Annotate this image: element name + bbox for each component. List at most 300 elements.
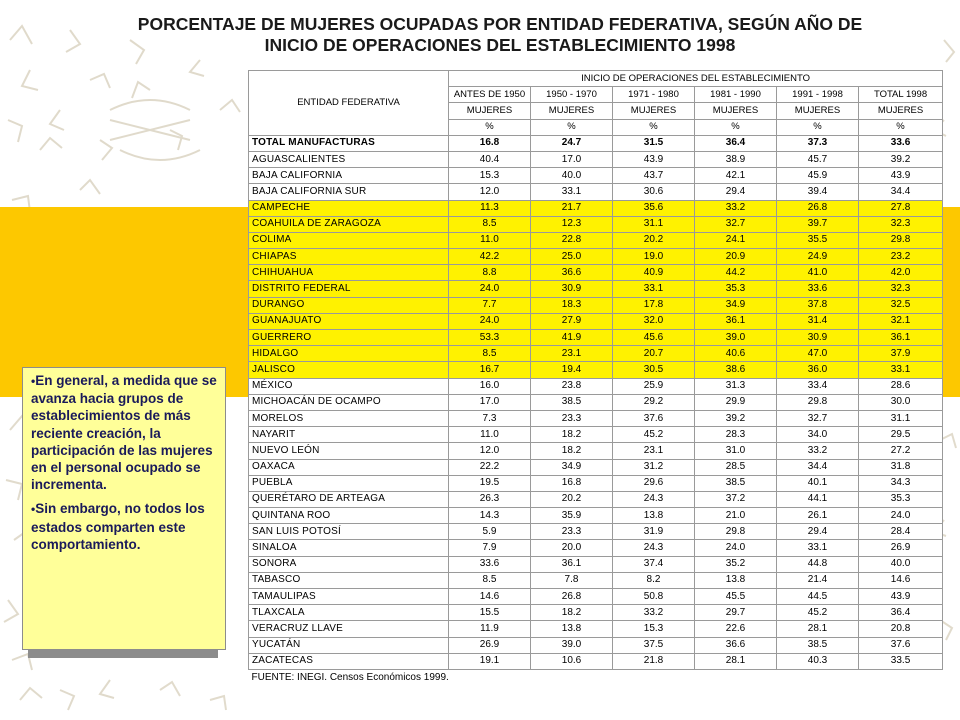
value-cell: 40.1 — [777, 475, 859, 491]
value-cell: 11.0 — [449, 427, 531, 443]
period-header: 1991 - 1998 — [777, 87, 859, 103]
value-cell: 44.5 — [777, 589, 859, 605]
state-cell: ZACATECAS — [249, 653, 449, 669]
state-cell: TABASCO — [249, 572, 449, 588]
value-cell: 42.0 — [859, 265, 943, 281]
value-cell: 33.6 — [859, 135, 943, 151]
value-cell: 47.0 — [777, 346, 859, 362]
value-cell: 8.5 — [449, 216, 531, 232]
value-cell: 32.7 — [777, 410, 859, 426]
note-text: Sin embargo, no todos los estados comparten este comportamiento. — [31, 501, 205, 552]
value-cell: 43.9 — [859, 168, 943, 184]
state-cell: SAN LUIS POTOSÍ — [249, 524, 449, 540]
state-cell: GUERRERO — [249, 330, 449, 346]
value-cell: 33.2 — [613, 605, 695, 621]
table-row — [249, 232, 943, 248]
value-cell: 22.8 — [531, 232, 613, 248]
period-header: 1971 - 1980 — [613, 87, 695, 103]
value-cell: 36.1 — [859, 330, 943, 346]
table-row — [249, 475, 943, 491]
state-cell: PUEBLA — [249, 475, 449, 491]
table-row — [249, 330, 943, 346]
page-title — [60, 14, 940, 56]
value-cell: 38.6 — [695, 362, 777, 378]
value-cell: 26.9 — [449, 637, 531, 653]
value-cell: 41.9 — [531, 330, 613, 346]
value-cell: 19.1 — [449, 653, 531, 669]
value-cell: 41.0 — [777, 265, 859, 281]
value-cell: 5.9 — [449, 524, 531, 540]
unit-header: % — [449, 119, 531, 135]
value-cell: 29.8 — [777, 394, 859, 410]
period-header: 1981 - 1990 — [695, 87, 777, 103]
value-cell: 32.7 — [695, 216, 777, 232]
value-cell: 26.8 — [531, 589, 613, 605]
value-cell: 11.3 — [449, 200, 531, 216]
value-cell: 37.4 — [613, 556, 695, 572]
value-cell: 35.5 — [777, 232, 859, 248]
value-cell: 33.6 — [777, 281, 859, 297]
value-cell: 37.9 — [859, 346, 943, 362]
value-cell: 45.2 — [613, 427, 695, 443]
value-cell: 30.5 — [613, 362, 695, 378]
note-box — [22, 367, 226, 650]
value-cell: 18.2 — [531, 443, 613, 459]
value-cell: 37.2 — [695, 491, 777, 507]
value-cell: 23.8 — [531, 378, 613, 394]
value-cell: 37.6 — [859, 637, 943, 653]
state-cell: MORELOS — [249, 410, 449, 426]
value-cell: 23.2 — [859, 249, 943, 265]
state-cell: JALISCO — [249, 362, 449, 378]
value-cell: 25.0 — [531, 249, 613, 265]
value-cell: 35.9 — [531, 508, 613, 524]
table-row — [249, 362, 943, 378]
state-cell: SINALOA — [249, 540, 449, 556]
sub-header: MUJERES — [613, 103, 695, 119]
value-cell: 28.4 — [859, 524, 943, 540]
bullet-dot-icon: • — [31, 374, 36, 388]
title-line-2: INICIO DE OPERACIONES DEL ESTABLECIMIENTO 1998 — [264, 35, 736, 55]
value-cell: 28.6 — [859, 378, 943, 394]
value-cell: 45.9 — [777, 168, 859, 184]
unit-header: % — [859, 119, 943, 135]
value-cell: 21.4 — [777, 572, 859, 588]
value-cell: 11.0 — [449, 232, 531, 248]
value-cell: 53.3 — [449, 330, 531, 346]
value-cell: 37.8 — [777, 297, 859, 313]
state-cell: QUINTANA ROO — [249, 508, 449, 524]
sub-header: MUJERES — [859, 103, 943, 119]
state-cell: COAHUILA DE ZARAGOZA — [249, 216, 449, 232]
value-cell: 32.0 — [613, 313, 695, 329]
value-cell: 33.1 — [613, 281, 695, 297]
state-cell: MÉXICO — [249, 378, 449, 394]
value-cell: 18.3 — [531, 297, 613, 313]
value-cell: 17.8 — [613, 297, 695, 313]
value-cell: 36.4 — [695, 135, 777, 151]
value-cell: 35.6 — [613, 200, 695, 216]
state-cell: GUANAJUATO — [249, 313, 449, 329]
value-cell: 26.9 — [859, 540, 943, 556]
value-cell: 40.3 — [777, 653, 859, 669]
value-cell: 13.8 — [531, 621, 613, 637]
value-cell: 19.5 — [449, 475, 531, 491]
table-row — [249, 216, 943, 232]
value-cell: 39.2 — [695, 410, 777, 426]
table-row — [249, 297, 943, 313]
bullet-dot-icon: • — [31, 502, 36, 517]
state-cell: CAMPECHE — [249, 200, 449, 216]
value-cell: 26.1 — [777, 508, 859, 524]
value-cell: 24.9 — [777, 249, 859, 265]
value-cell: 38.5 — [531, 394, 613, 410]
value-cell: 40.9 — [613, 265, 695, 281]
value-cell: 31.9 — [613, 524, 695, 540]
value-cell: 20.8 — [859, 621, 943, 637]
table-row — [249, 168, 943, 184]
state-cell: SONORA — [249, 556, 449, 572]
value-cell: 39.4 — [777, 184, 859, 200]
table-row — [249, 265, 943, 281]
value-cell: 16.7 — [449, 362, 531, 378]
value-cell: 42.2 — [449, 249, 531, 265]
value-cell: 42.1 — [695, 168, 777, 184]
value-cell: 30.6 — [613, 184, 695, 200]
table-row — [249, 443, 943, 459]
value-cell: 29.2 — [613, 394, 695, 410]
value-cell: 10.6 — [531, 653, 613, 669]
value-cell: 43.9 — [613, 151, 695, 167]
state-cell: AGUASCALIENTES — [249, 151, 449, 167]
value-cell: 32.3 — [859, 216, 943, 232]
value-cell: 45.2 — [777, 605, 859, 621]
table-body — [249, 135, 943, 685]
state-cell: VERACRUZ LLAVE — [249, 621, 449, 637]
value-cell: 8.2 — [613, 572, 695, 588]
value-cell: 33.1 — [777, 540, 859, 556]
value-cell: 17.0 — [449, 394, 531, 410]
value-cell: 31.0 — [695, 443, 777, 459]
value-cell: 12.0 — [449, 443, 531, 459]
value-cell: 28.3 — [695, 427, 777, 443]
value-cell: 45.5 — [695, 589, 777, 605]
state-cell: MICHOACÁN DE OCAMPO — [249, 394, 449, 410]
value-cell: 43.9 — [859, 589, 943, 605]
value-cell: 40.6 — [695, 346, 777, 362]
header-row-group — [249, 71, 943, 87]
value-cell: 27.9 — [531, 313, 613, 329]
value-cell: 34.0 — [777, 427, 859, 443]
source-note: FUENTE: INEGI. Censos Económicos 1999. — [251, 671, 449, 683]
value-cell: 14.6 — [449, 589, 531, 605]
note-list — [31, 372, 219, 553]
value-cell: 21.0 — [695, 508, 777, 524]
value-cell: 24.3 — [613, 491, 695, 507]
value-cell: 12.0 — [449, 184, 531, 200]
value-cell: 29.8 — [695, 524, 777, 540]
value-cell: 35.3 — [695, 281, 777, 297]
value-cell: 20.0 — [531, 540, 613, 556]
table-row — [249, 200, 943, 216]
value-cell: 24.0 — [859, 508, 943, 524]
table-row — [249, 281, 943, 297]
table-row — [249, 508, 943, 524]
data-table — [248, 70, 943, 685]
value-cell: 36.4 — [859, 605, 943, 621]
value-cell: 38.5 — [695, 475, 777, 491]
value-cell: 30.9 — [777, 330, 859, 346]
value-cell: 34.4 — [777, 459, 859, 475]
value-cell: 20.7 — [613, 346, 695, 362]
state-cell: CHIAPAS — [249, 249, 449, 265]
sub-header: MUJERES — [695, 103, 777, 119]
sub-header: MUJERES — [531, 103, 613, 119]
value-cell: 31.3 — [695, 378, 777, 394]
value-cell: 23.1 — [613, 443, 695, 459]
value-cell: 36.0 — [777, 362, 859, 378]
value-cell: 7.8 — [531, 572, 613, 588]
state-cell: NUEVO LEÓN — [249, 443, 449, 459]
table-row — [249, 249, 943, 265]
state-cell: NAYARIT — [249, 427, 449, 443]
period-header: ANTES DE 1950 — [449, 87, 531, 103]
value-cell: 36.1 — [695, 313, 777, 329]
sub-header: MUJERES — [449, 103, 531, 119]
value-cell: 50.8 — [613, 589, 695, 605]
value-cell: 31.1 — [859, 410, 943, 426]
unit-header: % — [777, 119, 859, 135]
state-cell: QUERÉTARO DE ARTEAGA — [249, 491, 449, 507]
state-cell: TOTAL MANUFACTURAS — [249, 135, 449, 151]
value-cell: 25.9 — [613, 378, 695, 394]
value-cell: 19.0 — [613, 249, 695, 265]
value-cell: 36.6 — [531, 265, 613, 281]
value-cell: 8.8 — [449, 265, 531, 281]
value-cell: 17.0 — [531, 151, 613, 167]
value-cell: 27.2 — [859, 443, 943, 459]
unit-header: % — [613, 119, 695, 135]
value-cell: 39.2 — [859, 151, 943, 167]
state-cell: TAMAULIPAS — [249, 589, 449, 605]
value-cell: 23.3 — [531, 410, 613, 426]
value-cell: 33.6 — [449, 556, 531, 572]
value-cell: 34.9 — [695, 297, 777, 313]
value-cell: 15.5 — [449, 605, 531, 621]
value-cell: 40.0 — [859, 556, 943, 572]
value-cell: 13.8 — [613, 508, 695, 524]
value-cell: 15.3 — [613, 621, 695, 637]
table-row — [249, 313, 943, 329]
value-cell: 31.1 — [613, 216, 695, 232]
state-cell: HIDALGO — [249, 346, 449, 362]
table-row — [249, 410, 943, 426]
value-cell: 33.2 — [777, 443, 859, 459]
value-cell: 38.9 — [695, 151, 777, 167]
table-row — [249, 621, 943, 637]
value-cell: 29.7 — [695, 605, 777, 621]
value-cell: 39.7 — [777, 216, 859, 232]
table-row — [249, 653, 943, 669]
value-cell: 28.5 — [695, 459, 777, 475]
state-cell: DISTRITO FEDERAL — [249, 281, 449, 297]
value-cell: 14.3 — [449, 508, 531, 524]
value-cell: 45.7 — [777, 151, 859, 167]
table-row — [249, 491, 943, 507]
state-cell: OAXACA — [249, 459, 449, 475]
value-cell: 22.6 — [695, 621, 777, 637]
data-table-container — [248, 70, 942, 685]
value-cell: 22.2 — [449, 459, 531, 475]
state-cell: CHIHUAHUA — [249, 265, 449, 281]
value-cell: 39.0 — [531, 637, 613, 653]
value-cell: 26.8 — [777, 200, 859, 216]
title-line-1: PORCENTAJE DE MUJERES OCUPADAS POR ENTIDAD FEDERATIVA, SEGÚN AÑO DE — [137, 14, 863, 34]
value-cell: 39.0 — [695, 330, 777, 346]
table-row — [249, 459, 943, 475]
value-cell: 29.4 — [777, 524, 859, 540]
value-cell: 24.3 — [613, 540, 695, 556]
table-row — [249, 524, 943, 540]
value-cell: 30.9 — [531, 281, 613, 297]
value-cell: 19.4 — [531, 362, 613, 378]
value-cell: 32.5 — [859, 297, 943, 313]
group-header: INICIO DE OPERACIONES DEL ESTABLECIMIENTO — [449, 71, 943, 87]
value-cell: 34.3 — [859, 475, 943, 491]
table-row — [249, 637, 943, 653]
value-cell: 29.6 — [613, 475, 695, 491]
value-cell: 24.0 — [695, 540, 777, 556]
value-cell: 33.1 — [531, 184, 613, 200]
value-cell: 45.6 — [613, 330, 695, 346]
value-cell: 28.1 — [695, 653, 777, 669]
value-cell: 16.8 — [531, 475, 613, 491]
value-cell: 30.0 — [859, 394, 943, 410]
table-row — [249, 394, 943, 410]
unit-header: % — [695, 119, 777, 135]
value-cell: 16.0 — [449, 378, 531, 394]
table-row — [249, 151, 943, 167]
value-cell: 20.2 — [613, 232, 695, 248]
value-cell: 32.1 — [859, 313, 943, 329]
value-cell: 8.5 — [449, 346, 531, 362]
value-cell: 16.8 — [449, 135, 531, 151]
value-cell: 40.0 — [531, 168, 613, 184]
value-cell: 27.8 — [859, 200, 943, 216]
value-cell: 20.9 — [695, 249, 777, 265]
table-row — [249, 540, 943, 556]
value-cell: 23.3 — [531, 524, 613, 540]
value-cell: 13.8 — [695, 572, 777, 588]
value-cell: 31.4 — [777, 313, 859, 329]
value-cell: 31.2 — [613, 459, 695, 475]
table-row — [249, 346, 943, 362]
value-cell: 29.4 — [695, 184, 777, 200]
value-cell: 21.7 — [531, 200, 613, 216]
table-row — [249, 572, 943, 588]
table-row — [249, 589, 943, 605]
value-cell: 28.1 — [777, 621, 859, 637]
note-bullet — [31, 372, 219, 493]
value-cell: 35.2 — [695, 556, 777, 572]
entity-header: ENTIDAD FEDERATIVA — [249, 71, 449, 136]
table-row — [249, 427, 943, 443]
table-row — [249, 605, 943, 621]
value-cell: 36.1 — [531, 556, 613, 572]
value-cell: 15.3 — [449, 168, 531, 184]
value-cell: 33.2 — [695, 200, 777, 216]
value-cell: 18.2 — [531, 605, 613, 621]
value-cell: 11.9 — [449, 621, 531, 637]
state-cell: TLAXCALA — [249, 605, 449, 621]
value-cell: 20.2 — [531, 491, 613, 507]
period-header: 1950 - 1970 — [531, 87, 613, 103]
value-cell: 34.9 — [531, 459, 613, 475]
value-cell: 8.5 — [449, 572, 531, 588]
value-cell: 33.5 — [859, 653, 943, 669]
value-cell: 24.1 — [695, 232, 777, 248]
value-cell: 29.9 — [695, 394, 777, 410]
table-row — [249, 184, 943, 200]
value-cell: 7.7 — [449, 297, 531, 313]
source-row — [249, 669, 943, 685]
value-cell: 40.4 — [449, 151, 531, 167]
period-header: TOTAL 1998 — [859, 87, 943, 103]
value-cell: 33.4 — [777, 378, 859, 394]
sub-header: MUJERES — [777, 103, 859, 119]
state-cell: YUCATÁN — [249, 637, 449, 653]
note-bullet — [31, 500, 219, 553]
value-cell: 37.6 — [613, 410, 695, 426]
table-row — [249, 556, 943, 572]
state-cell: COLIMA — [249, 232, 449, 248]
value-cell: 14.6 — [859, 572, 943, 588]
value-cell: 29.8 — [859, 232, 943, 248]
value-cell: 36.6 — [695, 637, 777, 653]
value-cell: 29.5 — [859, 427, 943, 443]
value-cell: 7.3 — [449, 410, 531, 426]
value-cell: 37.5 — [613, 637, 695, 653]
value-cell: 32.3 — [859, 281, 943, 297]
state-cell: BAJA CALIFORNIA — [249, 168, 449, 184]
value-cell: 31.5 — [613, 135, 695, 151]
note-text: En general, a medida que se avanza hacia grupos de establecimientos de más reciente creación, la participación de las mujeres en el personal ocupado se incrementa. — [31, 373, 217, 493]
value-cell: 38.5 — [777, 637, 859, 653]
value-cell: 44.8 — [777, 556, 859, 572]
value-cell: 44.1 — [777, 491, 859, 507]
value-cell: 24.7 — [531, 135, 613, 151]
value-cell: 37.3 — [777, 135, 859, 151]
value-cell: 7.9 — [449, 540, 531, 556]
value-cell: 24.0 — [449, 313, 531, 329]
table-row — [249, 135, 943, 151]
value-cell: 18.2 — [531, 427, 613, 443]
value-cell: 31.8 — [859, 459, 943, 475]
value-cell: 12.3 — [531, 216, 613, 232]
value-cell: 33.1 — [859, 362, 943, 378]
value-cell: 21.8 — [613, 653, 695, 669]
value-cell: 34.4 — [859, 184, 943, 200]
state-cell: DURANGO — [249, 297, 449, 313]
table-row — [249, 378, 943, 394]
value-cell: 23.1 — [531, 346, 613, 362]
value-cell: 35.3 — [859, 491, 943, 507]
unit-header: % — [531, 119, 613, 135]
value-cell: 43.7 — [613, 168, 695, 184]
value-cell: 24.0 — [449, 281, 531, 297]
value-cell: 44.2 — [695, 265, 777, 281]
state-cell: BAJA CALIFORNIA SUR — [249, 184, 449, 200]
